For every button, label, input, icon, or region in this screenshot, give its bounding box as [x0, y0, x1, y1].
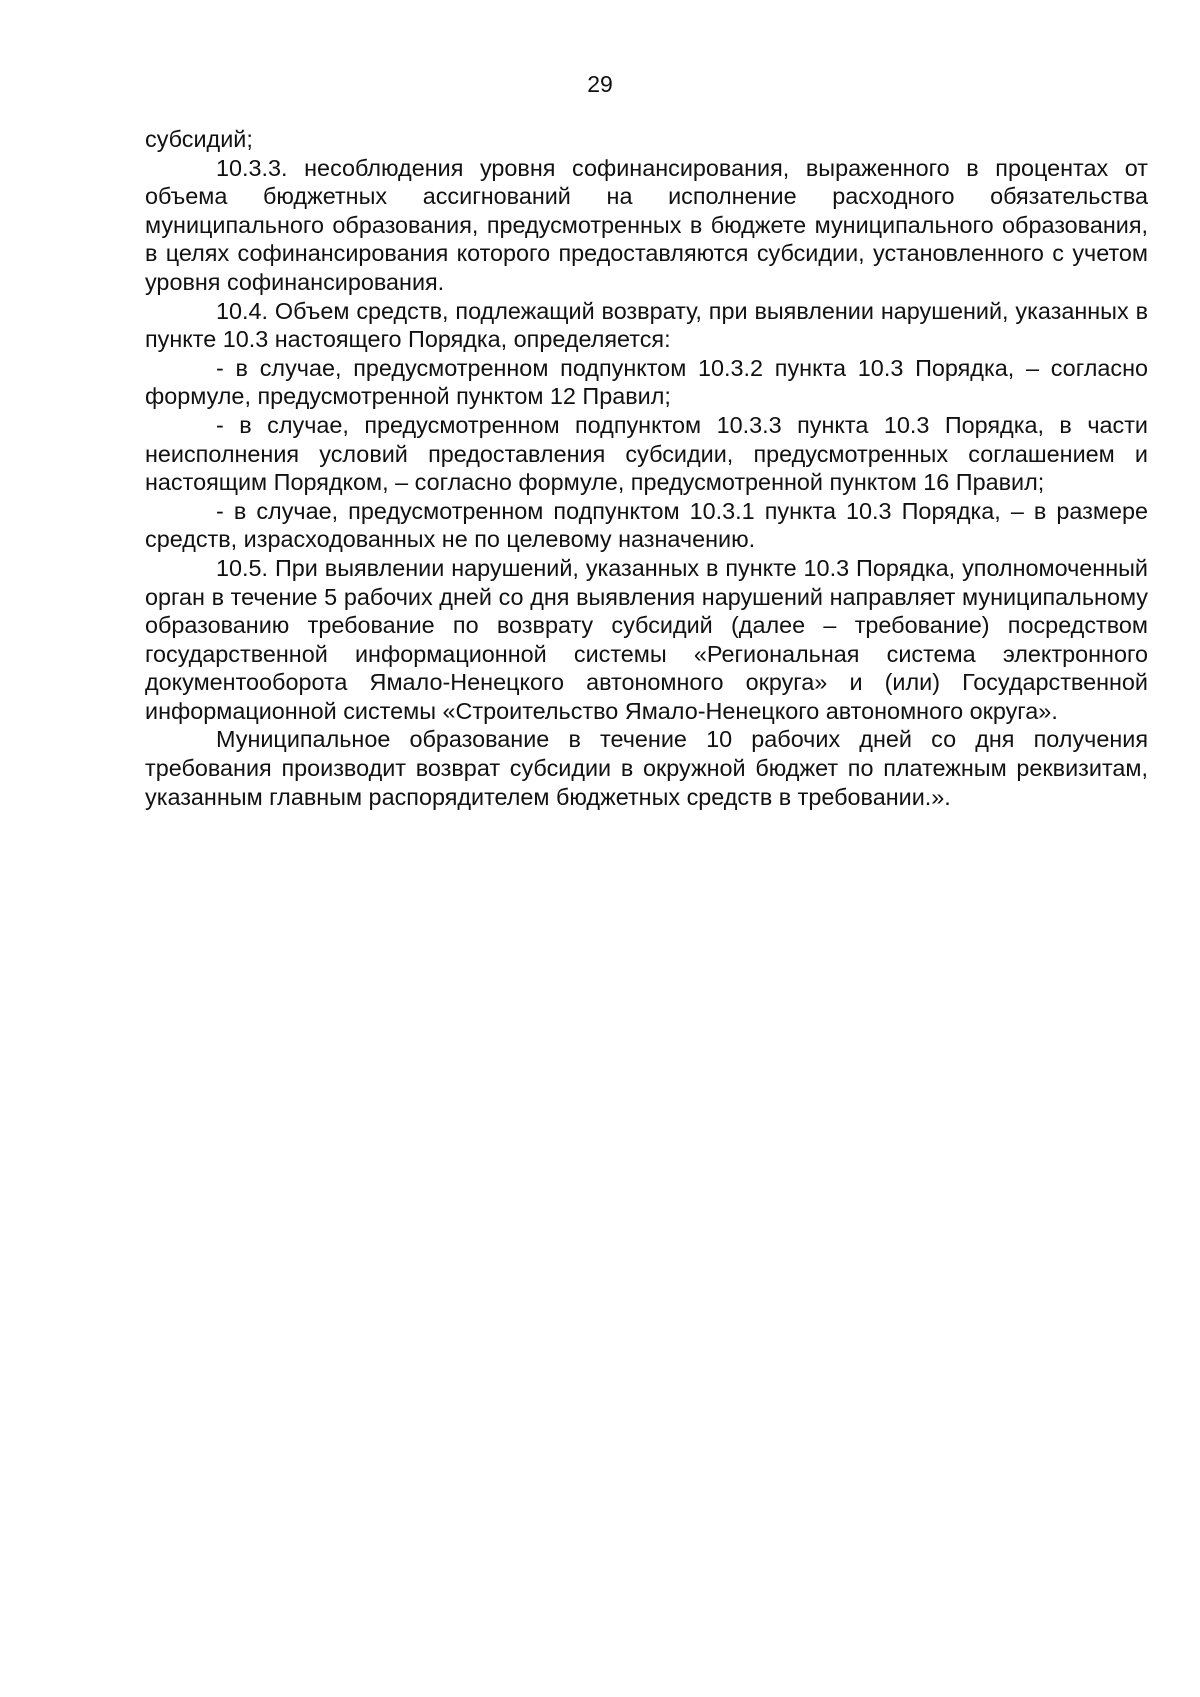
page-number: 29	[587, 71, 613, 97]
document-body	[145, 125, 1148, 811]
list-item-10-3-2: - в случае, предусмотренном подпунктом 10.3.2 пункта 10.3 Порядка, – согласно формуле, предусмотренной пунктом 12 Правил;	[145, 354, 1148, 410]
list-item-10-3-1: - в случае, предусмотренном подпунктом 10.3.1 пункта 10.3 Порядка, – в размере средств, израсходованных не по целевому назначению.	[145, 497, 1148, 553]
list-item-10-3-3: - в случае, предусмотренном подпунктом 10.3.3 пункта 10.3 Порядка, в части неисполнения условий предоставления субсидии, предусмотренных соглашением и настоящим Порядком, – согласно формуле, предусмотренной пунктом 16 Правил;	[145, 411, 1148, 496]
paragraph-10-5: 10.5. При выявлении нарушений, указанных в пункте 10.3 Порядка, уполномоченный орган в течение 5 рабочих дней со дня выявления нарушений направляет муниципальному образованию требование по возврату субсидий (далее – требование) посредством государственной информационной системы «Региональная система электронного документооборота Ямало-Ненецкого автономного округа» и (или) Государственной информационной системы «Строительство Ямало-Ненецкого автономного округа».	[145, 554, 1148, 724]
paragraph-10-3-3: 10.3.3. несоблюдения уровня софинансирования, выраженного в процентах от объема бюджетных ассигнований на исполнение расходного обязательства муниципального образования, предусмотренных в бюджете муниципального образования, в целях софинансирования которого предоставляются субсидии, установленного с учетом уровня софинансирования.	[145, 154, 1148, 295]
paragraph-10-4: 10.4. Объем средств, подлежащий возврату, при выявлении нарушений, указанных в пункте 10.3 настоящего Порядка, определяется:	[145, 297, 1148, 353]
paragraph-municipal-return: Муниципальное образование в течение 10 рабочих дней со дня получения требования производит возврат субсидии в окружной бюджет по платежным реквизитам, указанным главным распорядителем бюджетных средств в требовании.».	[145, 726, 1148, 810]
paragraph-continuation: субсидий;	[145, 126, 253, 152]
